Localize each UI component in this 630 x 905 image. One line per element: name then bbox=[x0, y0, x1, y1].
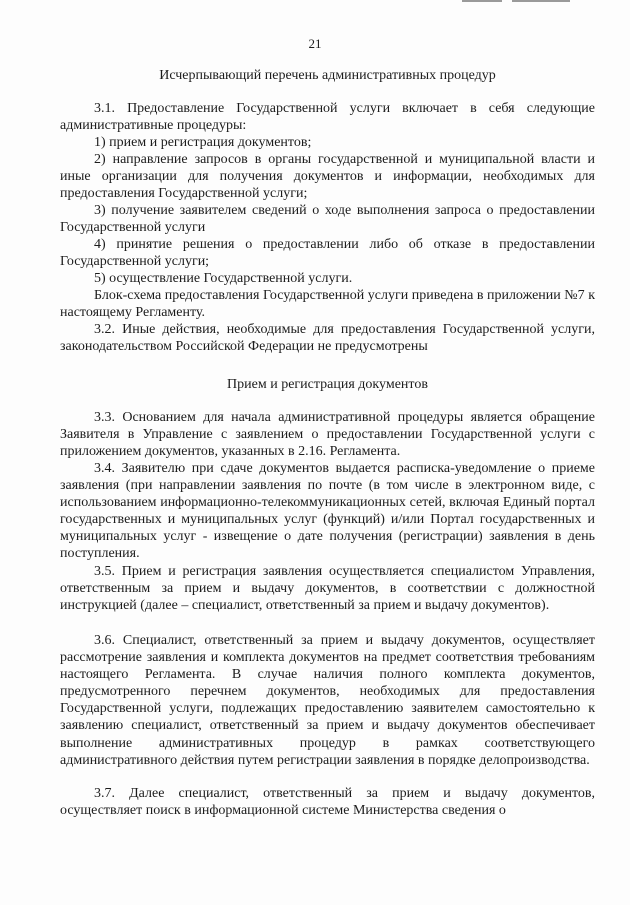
list-item-1: 1) прием и регистрация документов; bbox=[94, 135, 312, 150]
list-item-4: 4) принятие решения о предоставлении либо об отказе в предоставлении Государственной услуги; bbox=[60, 237, 595, 270]
paragraph-3-5: 3.5. Прием и регистрация заявления осуществляется специалистом Управления, ответственным за прием и выдачу документов, в соответствии с должностной инструкцией (далее – специалист, ответственный за прием и выдачу документов). bbox=[60, 564, 595, 614]
list-item-5: 5) осуществление Государственной услуги. bbox=[94, 271, 353, 286]
scan-edge-rule bbox=[462, 0, 502, 2]
list-item-2: 2) направление запросов в органы государственной и муниципальной власти и иные организации для получения документов и информации, необходимых для предоставления Государственной услуги; bbox=[60, 152, 595, 202]
list-item-3: 3) получение заявителем сведений о ходе выполнения запроса о предоставлении Государственной услуги bbox=[60, 203, 595, 236]
paragraph-3-4: 3.4. Заявителю при сдаче документов выдается расписка-уведомление о приеме заявления (при направлении заявления по почте (в том числе в электронном виде, с использованием информационно-телекоммуникационных сетей, включая Единый портал государственных и муниципальных услуг (функций) и/или Портал государственных и муниципальных услуг - извещение о дате получения (регистрации) заявления в день поступления. bbox=[60, 461, 595, 562]
subsection-heading: Прием и регистрация документов bbox=[227, 377, 428, 392]
paragraph-3-6: 3.6. Специалист, ответственный за прием и выдачу документов, осуществляет рассмотрение заявления и комплекта документов на предмет соответствия требованиям настоящего Регламента. В случае наличия полного комплекта документов, предусмотренного перечнем документов, необходимых для предоставления Государственной услуги, подлежащих предоставлению заявителем самостоятельно к заявлению специалист, ответственный за прием и выдачу документов обеспечивает выполнение административных процедур в рамках соответствующего административного действия путем регистрации заявления в порядке делопроизводства. bbox=[60, 633, 595, 768]
paragraph-3-7: 3.7. Далее специалист, ответственный за прием и выдачу документов, осуществляет поиск в информационной системе Министерства сведения о bbox=[60, 786, 595, 819]
paragraph-flowchart: Блок-схема предоставления Государственной услуги приведена в приложении №7 к настоящему Регламенту. bbox=[60, 288, 595, 321]
page-number: 21 bbox=[308, 36, 322, 51]
paragraph-3-2: 3.2. Иные действия, необходимые для предоставления Государственной услуги, законодательством Российской Федерации не предусмотрены bbox=[60, 322, 595, 355]
paragraph-3-3: 3.3. Основанием для начала административной процедуры является обращение Заявителя в Управление с заявлением о предоставлении Государственной услуги с приложением документов, указанных в 2.16. Регламента. bbox=[60, 410, 595, 460]
paragraph-3-1: 3.1. Предоставление Государственной услуги включает в себя следующие административные процедуры: bbox=[60, 101, 595, 134]
scan-edge-rule bbox=[512, 0, 570, 2]
section-heading: Исчерпывающий перечень административных процедур bbox=[159, 68, 496, 83]
